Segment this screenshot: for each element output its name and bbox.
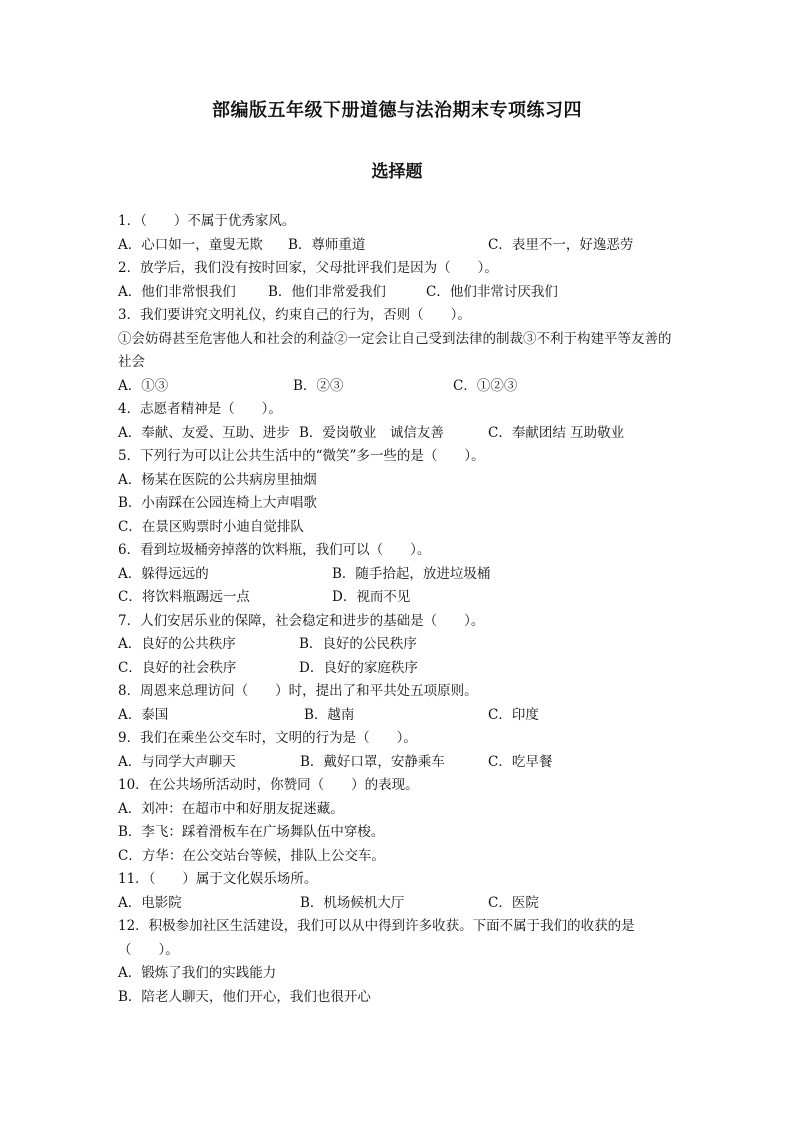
option-c: C．将饮料瓶踢远一点 xyxy=(118,589,250,605)
question-stem: 10．在公共场所活动时，你赞同（ ）的表现。 xyxy=(118,777,419,793)
option-row xyxy=(118,234,678,258)
question-stem: 11．（ ）属于文化娱乐场所。 xyxy=(118,871,318,887)
question-detail: ①会妨碍甚至危害他人和社会的利益②一定会让自己受到法律的制裁③不利于构建平等友善的社会 xyxy=(118,330,672,370)
option-c: C．医院 xyxy=(488,894,539,911)
question-stem: 1．（ ）不属于优秀家风。 xyxy=(118,213,296,229)
option-a: A．心口如一，童叟无欺 xyxy=(118,236,263,253)
option-c: C．良好的社会秩序 xyxy=(118,659,237,676)
question-stem: 3．我们要讲究文明礼仪，约束自己的行为，否则（ ）。 xyxy=(118,307,471,323)
document-title: 部编版五年级下册道德与法治期末专项练习四 xyxy=(212,100,582,121)
question-stem: 4．志愿者精神是（ ）。 xyxy=(118,401,282,417)
option-row xyxy=(118,422,678,446)
option-b: B．他们非常爱我们 xyxy=(268,283,386,300)
question-stem: 8．周恩来总理访问（ ）时，提出了和平共处五项原则。 xyxy=(118,683,478,699)
option-b: B．良好的公民秩序 xyxy=(299,636,417,652)
option-c: C．①②③ xyxy=(453,377,518,394)
option-a: A．杨某在医院的公共病房里抽烟 xyxy=(118,471,317,488)
option-row xyxy=(118,586,678,610)
option-row xyxy=(118,704,678,728)
option-b: B．越南 xyxy=(304,706,355,723)
option-a: A．良好的公共秩序 xyxy=(118,636,236,652)
option-c: C．奉献团结 互助敬业 xyxy=(488,424,625,441)
option-row xyxy=(118,633,678,657)
option-a: A．①③ xyxy=(118,377,169,394)
option-c: C．印度 xyxy=(488,706,539,723)
question-stem: 5．下列行为可以让公共生活中的“微笑”多一些的是（ ）。 xyxy=(118,448,485,464)
question-stem: 12．积极参加社区生活建设，我们可以从中得到许多收获。下面不属于我们的收获的是（ ）。 xyxy=(118,918,635,958)
option-b: B．陪老人聊天，他们开心，我们也很开心 xyxy=(118,988,371,1005)
option-c: C．在景区购票时小迪自觉排队 xyxy=(118,518,304,535)
option-b: B．尊师重道 xyxy=(288,236,366,253)
question-stem: 2．放学后，我们没有按时回家，父母批评我们是因为（ ）。 xyxy=(118,260,498,276)
option-row xyxy=(118,892,678,916)
option-row xyxy=(118,281,678,305)
question-stem: 9．我们在乘坐公交车时，文明的行为是（ ）。 xyxy=(118,730,417,746)
question-list xyxy=(118,210,678,1009)
option-b: B．戴好口罩，安静乘车 xyxy=(300,753,445,770)
option-a: A．躲得远远的 xyxy=(118,565,209,582)
option-a: A．锻炼了我们的实践能力 xyxy=(118,965,277,981)
option-row xyxy=(118,657,678,681)
option-d: D．视而不见 xyxy=(332,589,411,605)
option-b: B．②③ xyxy=(293,377,344,394)
section-heading: 选择题 xyxy=(371,162,423,182)
option-a: A．电影院 xyxy=(118,894,182,911)
question-stem: 7．人们安居乐业的保障，社会稳定和进步的基础是（ ）。 xyxy=(118,612,485,629)
option-d: D．良好的家庭秩序 xyxy=(299,659,418,676)
option-a: A．奉献、友爱、互助、进步 xyxy=(118,424,290,441)
option-row xyxy=(118,563,678,587)
option-b: B．机场候机大厅 xyxy=(300,894,405,911)
option-c: C．表里不一，好逸恶劳 xyxy=(488,236,634,253)
option-c: C．他们非常讨厌我们 xyxy=(426,283,558,300)
option-c: C．吃早餐 xyxy=(488,753,553,770)
option-b: B．爱岗敬业 诚信友善 xyxy=(299,424,444,441)
option-c: C．方华：在公交站台等候，排队上公交车。 xyxy=(118,847,385,864)
question-stem: 6．看到垃圾桶旁掉落的饮料瓶，我们可以（ ）。 xyxy=(118,542,431,558)
option-a: A．与同学大声聊天 xyxy=(118,753,236,770)
option-row xyxy=(118,751,678,775)
option-a: A．他们非常恨我们 xyxy=(118,283,236,300)
option-a: A．泰国 xyxy=(118,706,169,723)
option-b: B．李飞：踩着滑板车在广场舞队伍中穿梭。 xyxy=(118,824,385,840)
option-row xyxy=(118,375,678,399)
option-b: B．随手拾起，放进垃圾桶 xyxy=(332,565,491,582)
option-b: B．小南踩在公园连椅上大声唱歌 xyxy=(118,495,317,511)
option-a: A．刘冲：在超市中和好朋友捉迷藏。 xyxy=(118,800,344,817)
